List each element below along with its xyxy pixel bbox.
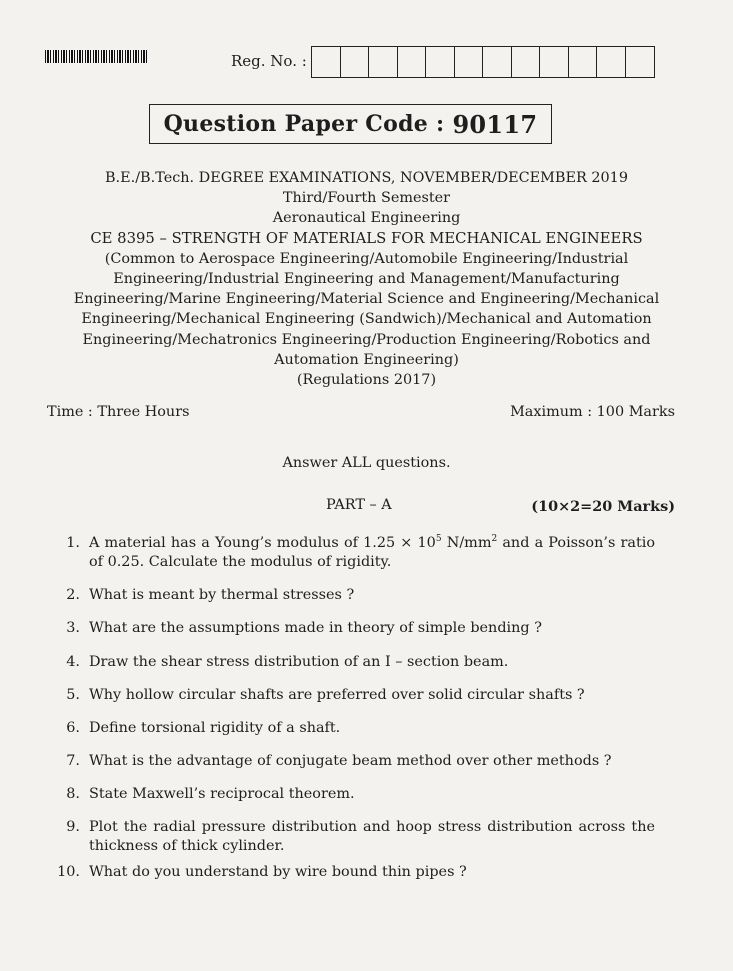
question-item <box>47 863 655 882</box>
semester: Third/Fourth Semester <box>282 190 451 207</box>
reg-no-digit-box[interactable] <box>626 47 655 77</box>
barcode <box>45 50 148 63</box>
question-item <box>47 752 655 771</box>
question-text: State Maxwell’s reciprocal theorem. <box>89 786 355 802</box>
question-text: Draw the shear stress distribution of an I – section beam. <box>89 654 509 670</box>
reg-no-digit-box[interactable] <box>455 47 484 77</box>
question-item <box>47 686 655 705</box>
question-number: 10. <box>57 864 80 880</box>
question-number: 4. <box>66 654 80 670</box>
question-number: 3. <box>66 620 80 636</box>
question-paper-code-label: Question Paper Code : <box>163 111 445 137</box>
part-a-title: PART – A <box>326 497 392 513</box>
question-item <box>47 785 655 804</box>
reg-no-digit-box[interactable] <box>569 47 598 77</box>
question-item <box>47 586 655 605</box>
reg-no-digit-box[interactable] <box>341 47 370 77</box>
reg-no-digit-box[interactable] <box>312 47 341 77</box>
common-line: Engineering/Mechatronics Engineering/Production Engineering/Robotics and <box>82 331 651 348</box>
reg-no-digit-box[interactable] <box>512 47 541 77</box>
question-paper-code: 90117 <box>452 109 538 139</box>
reg-no-digit-box[interactable] <box>483 47 512 77</box>
question-number: 2. <box>66 587 80 603</box>
question-text: Define torsional rigidity of a shaft. <box>89 720 341 736</box>
regulations: (Regulations 2017) <box>296 372 437 389</box>
common-line: Engineering/Mechanical Engineering (Sandwich)/Mechanical and Automation <box>81 311 652 328</box>
common-line: (Common to Aerospace Engineering/Automobile Engineering/Industrial <box>104 250 629 267</box>
question-item <box>47 619 655 638</box>
course-title: CE 8395 – STRENGTH OF MATERIALS FOR MECHANICAL ENGINEERS <box>90 229 643 247</box>
question-text: Plot the radial pressure distribution and hoop stress distribution across the thickness of thick cylinder. <box>89 819 655 854</box>
question-number: 7. <box>66 753 80 769</box>
question-number: 6. <box>66 720 80 736</box>
maximum-marks: Maximum : 100 Marks <box>510 404 675 420</box>
question-number: 8. <box>66 786 80 802</box>
question-number: 1. <box>66 535 80 551</box>
reg-no-digit-box[interactable] <box>426 47 455 77</box>
question-text: What is meant by thermal stresses ? <box>89 587 355 603</box>
exam-header <box>40 168 693 390</box>
common-line: Engineering/Marine Engineering/Material Science and Engineering/Mechanical <box>73 291 660 308</box>
question-text: What are the assumptions made in theory of simple bending ? <box>89 620 542 636</box>
instruction: Answer ALL questions. <box>282 455 451 471</box>
reg-no-label: Reg. No. : <box>231 52 307 70</box>
question-number: 5. <box>66 687 80 703</box>
question-text: What do you understand by wire bound thin pipes ? <box>89 864 467 880</box>
exam-title: B.E./B.Tech. DEGREE EXAMINATIONS, NOVEMBER/DECEMBER 2019 <box>104 170 628 186</box>
reg-no-digit-box[interactable] <box>398 47 427 77</box>
question-text: What is the advantage of conjugate beam method over other methods ? <box>89 753 612 769</box>
time-allowed: Time : Three Hours <box>47 404 190 420</box>
question-text: Why hollow circular shafts are preferred over solid circular shafts ? <box>89 687 585 703</box>
question-item <box>47 653 655 672</box>
reg-no-boxes <box>311 46 655 78</box>
common-line: Engineering/Industrial Engineering and Management/Manufacturing <box>113 271 620 288</box>
part-a-marks: (10×2=20 Marks) <box>531 498 675 515</box>
reg-no-digit-box[interactable] <box>540 47 569 77</box>
question-item <box>47 534 655 572</box>
reg-no-digit-box[interactable] <box>369 47 398 77</box>
common-line: Automation Engineering) <box>274 351 459 368</box>
question-item <box>47 719 655 738</box>
question-text: A material has a Young’s modulus of $1.25 \times 10^5$ $N/mm^2$ and a Poisson’s ratio of 0.25. Calculate the modulus of rigidity. <box>89 534 655 570</box>
department: Aeronautical Engineering <box>272 210 461 227</box>
reg-no-digit-box[interactable] <box>597 47 626 77</box>
question-number: 9. <box>66 819 80 835</box>
question-item <box>47 818 655 856</box>
question-paper-code-box <box>149 104 552 144</box>
